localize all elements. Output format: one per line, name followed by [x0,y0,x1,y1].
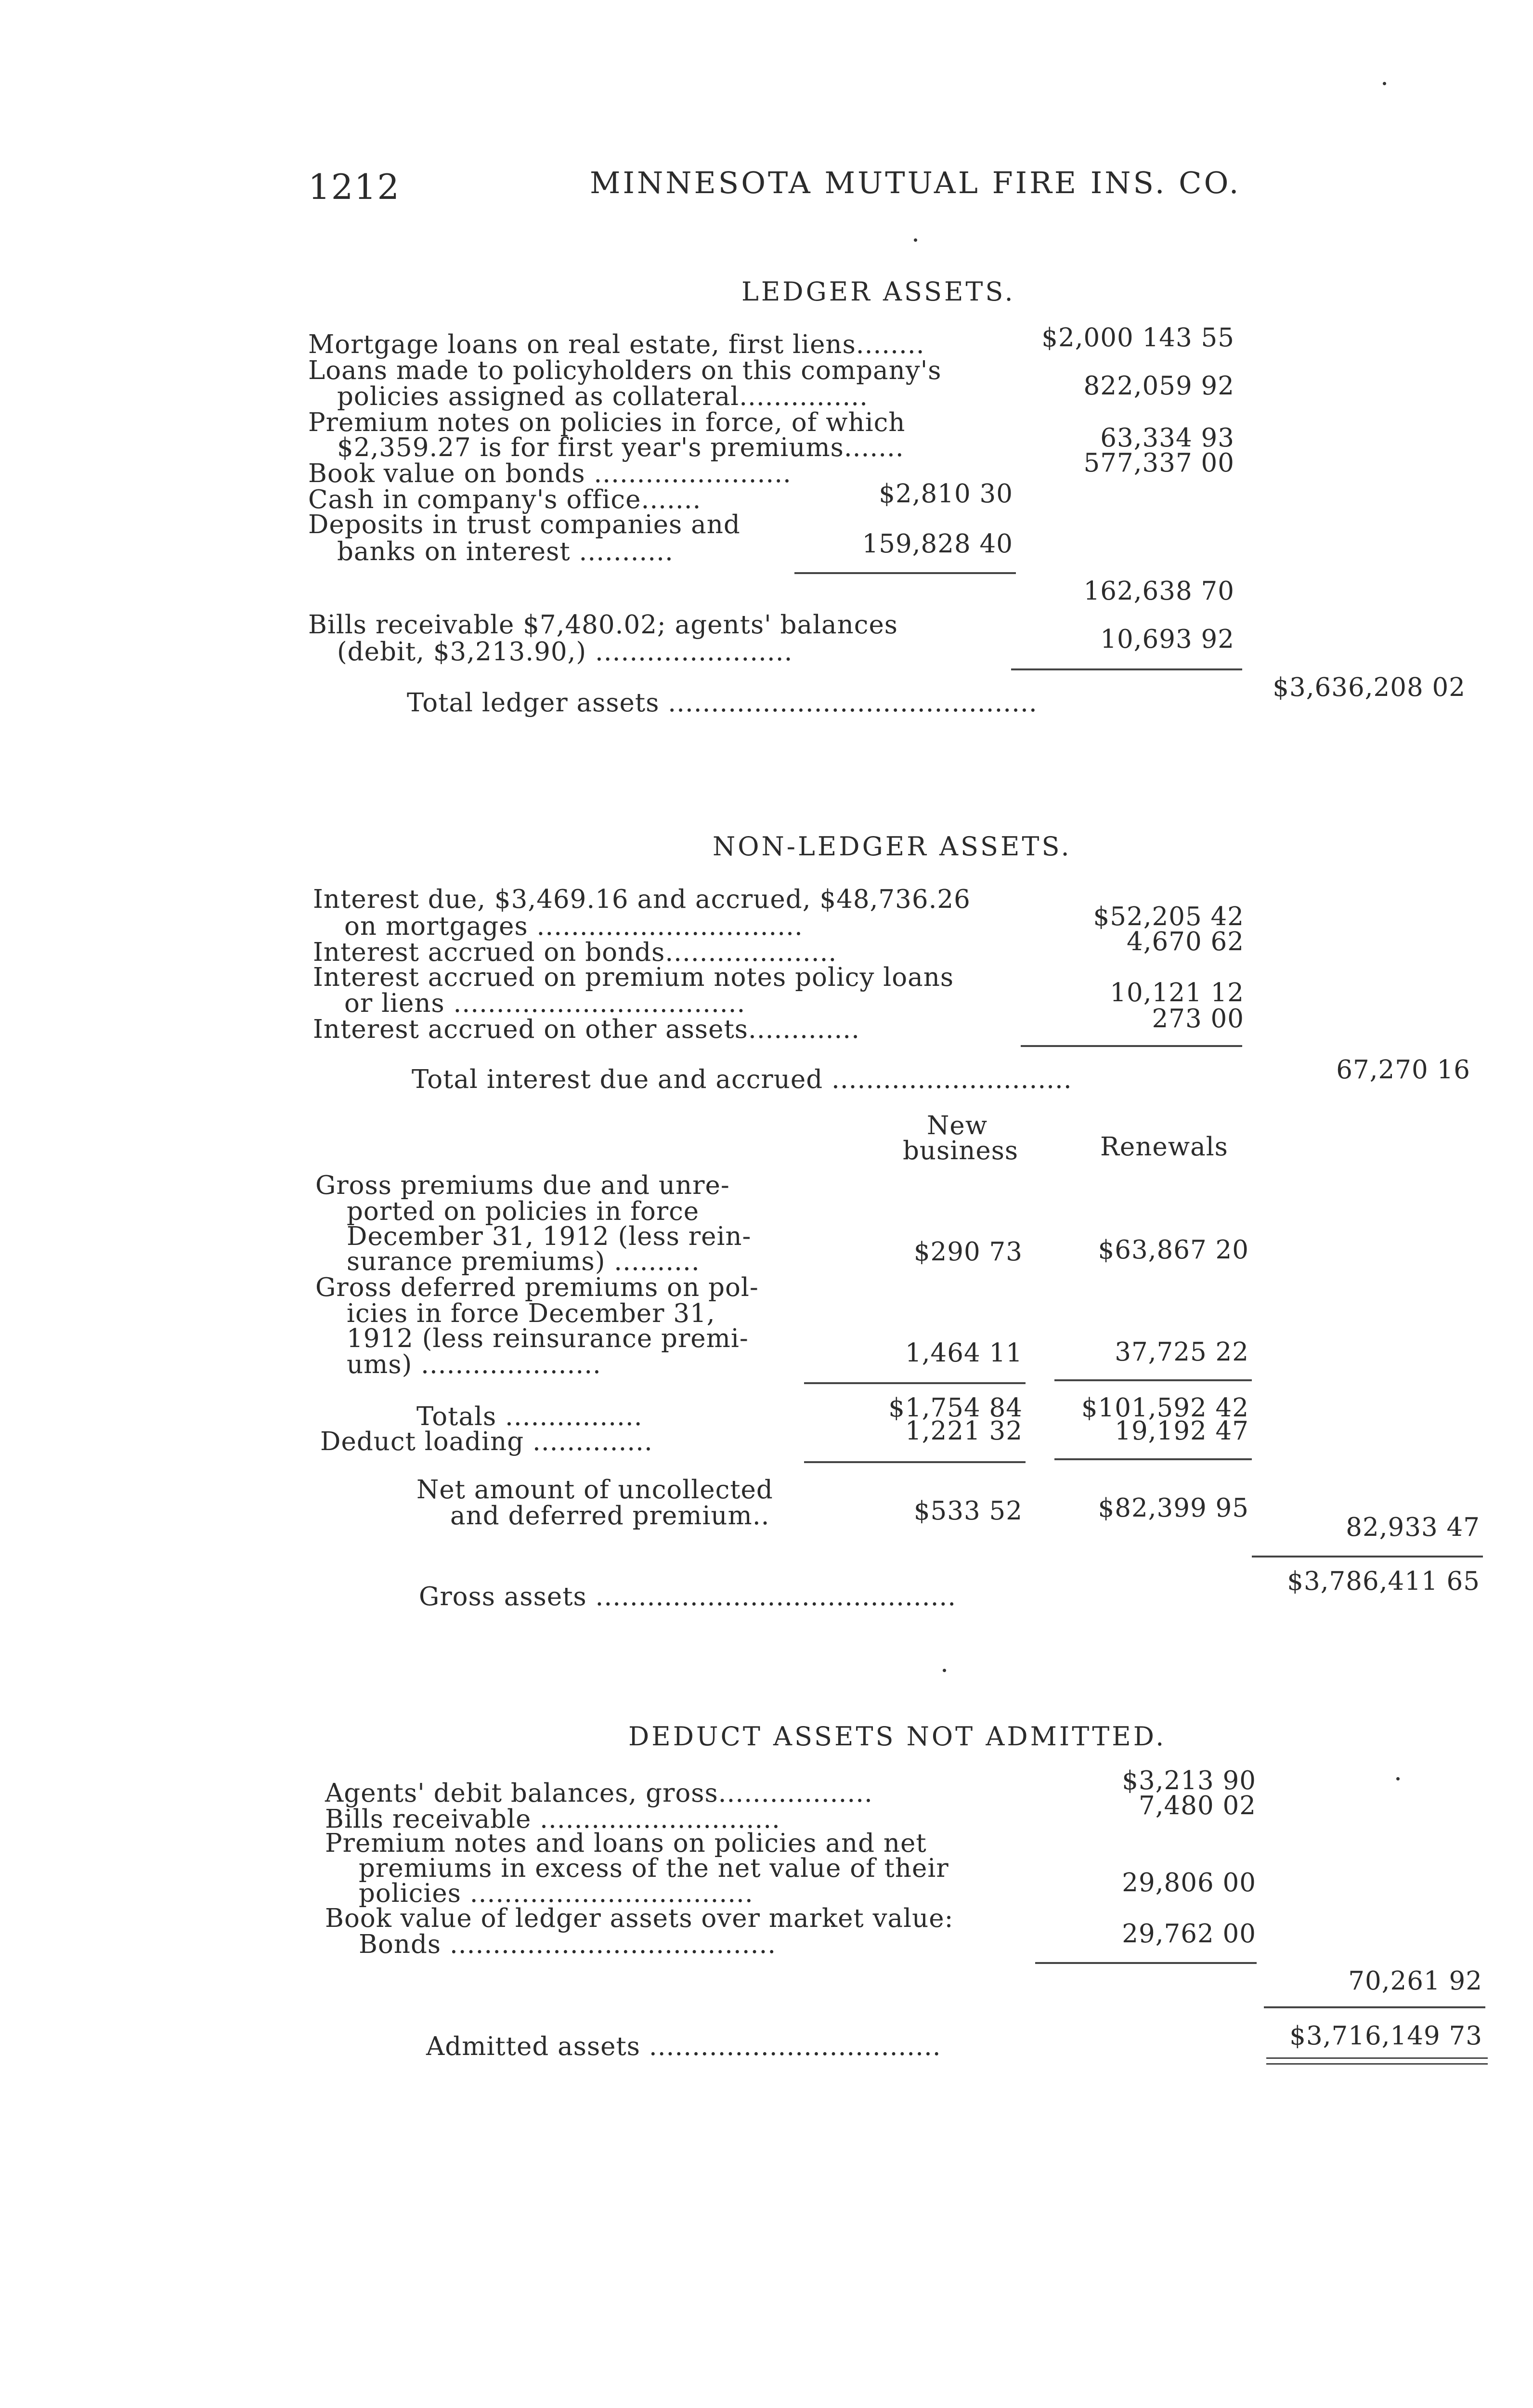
premium-new-rule [804,1382,1026,1384]
interest-mortgages-label-2: on mortgages ............................... [344,912,803,941]
interest-premium-label-2: or liens .................................. [344,989,746,1018]
book-value-bonds-label: Book value on bonds ....................... [308,459,792,488]
totals-renewals: $101,592 42 [1081,1393,1249,1423]
scan-speck [943,1669,946,1672]
bills-receivable-value: 7,480 02 [1138,1791,1256,1820]
bills-label-2: (debit, $3,213.90,) ....................... [337,637,793,667]
gross-assets-label: Gross assets .......................................... [419,1582,957,1611]
deposits-label-2: banks on interest ........... [337,537,674,566]
admitted-double-rule-1 [1266,2057,1488,2059]
premium-notes-na-label-2: premiums in excess of the net value of their [359,1854,949,1883]
interest-mortgages-label-1: Interest due, $3,469.16 and accrued, $48,736.26 [313,885,971,914]
running-title: MINNESOTA MUTUAL FIRE INS. CO. [590,165,1241,200]
premium-notes-label-1: Premium notes on policies in force, of which [308,408,906,437]
admitted-double-rule-2 [1266,2063,1488,2065]
net-amount-label-2: and deferred premium.. [450,1501,770,1531]
deduct-loading-new: 1,221 32 [905,1416,1023,1446]
loans-label-2: policies assigned as collateral............... [337,382,868,411]
book-value-value: 29,762 00 [1122,1919,1256,1949]
premium-notes-na-label-1: Premium notes and loans on policies and net [325,1829,927,1858]
non-ledger-assets-title: NON-LEDGER ASSETS. [713,831,1072,862]
mortgage-label: Mortgage loans on real estate, first liens........ [308,330,925,359]
deposits-label-1: Deposits in trust companies and [308,510,741,539]
premium-renewals-rule [1054,1379,1252,1381]
col-new-business-2: business [903,1136,1019,1165]
totals-label: Totals ................ [416,1402,643,1431]
total-interest-label: Total interest due and accrued ............................ [412,1065,1072,1094]
scan-speck [914,238,917,242]
not-admitted-title: DEDUCT ASSETS NOT ADMITTED. [628,1721,1167,1752]
admitted-top-rule [1264,2006,1485,2008]
col-new-business-1: New [927,1111,988,1140]
gross-due-label-1: Gross premiums due and unre- [315,1171,730,1200]
interest-other-value: 273 00 [1152,1004,1244,1034]
col-renewals: Renewals [1100,1132,1228,1162]
net-amount-total: 82,933 47 [1346,1513,1480,1542]
premium-notes-na-label-3: policies ................................. [359,1879,754,1908]
admitted-assets-label: Admitted assets .................................. [426,2032,941,2061]
mortgage-value: $2,000 143 55 [1041,323,1234,353]
book-value-bonds-value: 577,337 00 [1083,448,1234,478]
gross-due-label-3: December 31, 1912 (less rein- [347,1222,752,1251]
gross-assets-value: $3,786,411 65 [1287,1567,1480,1596]
cash-deposits-total: 162,638 70 [1083,576,1234,606]
loading-renewals-rule [1054,1458,1252,1460]
scan-speck [1396,1777,1400,1780]
not-admitted-rule [1035,1962,1257,1964]
page-number: 1212 [308,167,401,207]
gross-deferred-renewals: 37,725 22 [1115,1337,1249,1367]
gross-assets-rule [1252,1556,1483,1557]
gross-deferred-label-3: 1912 (less reinsurance premi- [347,1324,749,1353]
interest-bonds-label: Interest accrued on bonds.................... [313,938,837,967]
ledger-subtotal-rule [1011,668,1242,670]
gross-due-new: $290 73 [913,1237,1023,1267]
net-amount-new: $533 52 [913,1496,1023,1526]
net-amount-label-1: Net amount of uncollected [416,1475,773,1505]
cash-label: Cash in company's office....... [308,485,702,514]
total-ledger-assets-label: Total ledger assets ........................................... [407,688,1038,718]
totals-new: $1,754 84 [888,1393,1023,1423]
premium-notes-label-2: $2,359.27 is for first year's premiums....... [337,433,904,462]
gross-due-label-2: ported on policies in force [347,1197,700,1226]
interest-rule [1021,1045,1242,1047]
scan-speck [1383,82,1386,85]
cash-deposits-rule [794,572,1016,574]
gross-deferred-new: 1,464 11 [905,1338,1023,1368]
interest-other-label: Interest accrued on other assets............. [313,1015,860,1044]
book-value-label-2: Bonds ...................................... [359,1930,777,1959]
ledger-assets-title: LEDGER ASSETS. [741,276,1015,307]
not-admitted-total: 70,261 92 [1348,1966,1482,1996]
loading-new-rule [804,1461,1026,1463]
admitted-assets-value: $3,716,149 73 [1289,2021,1482,2051]
total-interest-value: 67,270 16 [1336,1055,1470,1085]
bills-value: 10,693 92 [1100,625,1234,654]
interest-premium-label-1: Interest accrued on premium notes policy loans [313,963,954,992]
bills-label-1: Bills receivable $7,480.02; agents' balances [308,610,898,640]
agents-debit-label: Agents' debit balances, gross.................. [325,1779,873,1808]
bills-receivable-label: Bills receivable ............................ [325,1805,780,1834]
interest-premium-value: 10,121 12 [1110,978,1244,1008]
deduct-loading-label: Deduct loading .............. [320,1427,653,1456]
interest-bonds-value: 4,670 62 [1126,927,1244,956]
total-ledger-assets-value: $3,636,208 02 [1273,673,1466,702]
premium-notes-value: 63,334 93 [1100,423,1234,453]
gross-deferred-label-4: ums) ..................... [347,1350,601,1379]
agents-debit-value: $3,213 90 [1122,1766,1256,1795]
deposits-value: 159,828 40 [862,529,1013,559]
loans-value: 822,059 92 [1083,371,1234,401]
interest-mortgages-value: $52,205 42 [1093,902,1244,931]
net-amount-renewals: $82,399 95 [1098,1493,1249,1523]
gross-deferred-label-1: Gross deferred premiums on pol- [315,1273,759,1302]
gross-deferred-label-2: icies in force December 31, [347,1299,715,1328]
book-value-label-1: Book value of ledger assets over market value: [325,1904,954,1933]
cash-value: $2,810 30 [879,479,1013,509]
premium-notes-na-value: 29,806 00 [1122,1868,1256,1898]
loans-label-1: Loans made to policyholders on this company's [308,356,942,385]
deduct-loading-renewals: 19,192 47 [1115,1416,1249,1446]
gross-due-renewals: $63,867 20 [1098,1235,1249,1265]
gross-due-label-4: surance premiums) .......... [347,1247,700,1276]
